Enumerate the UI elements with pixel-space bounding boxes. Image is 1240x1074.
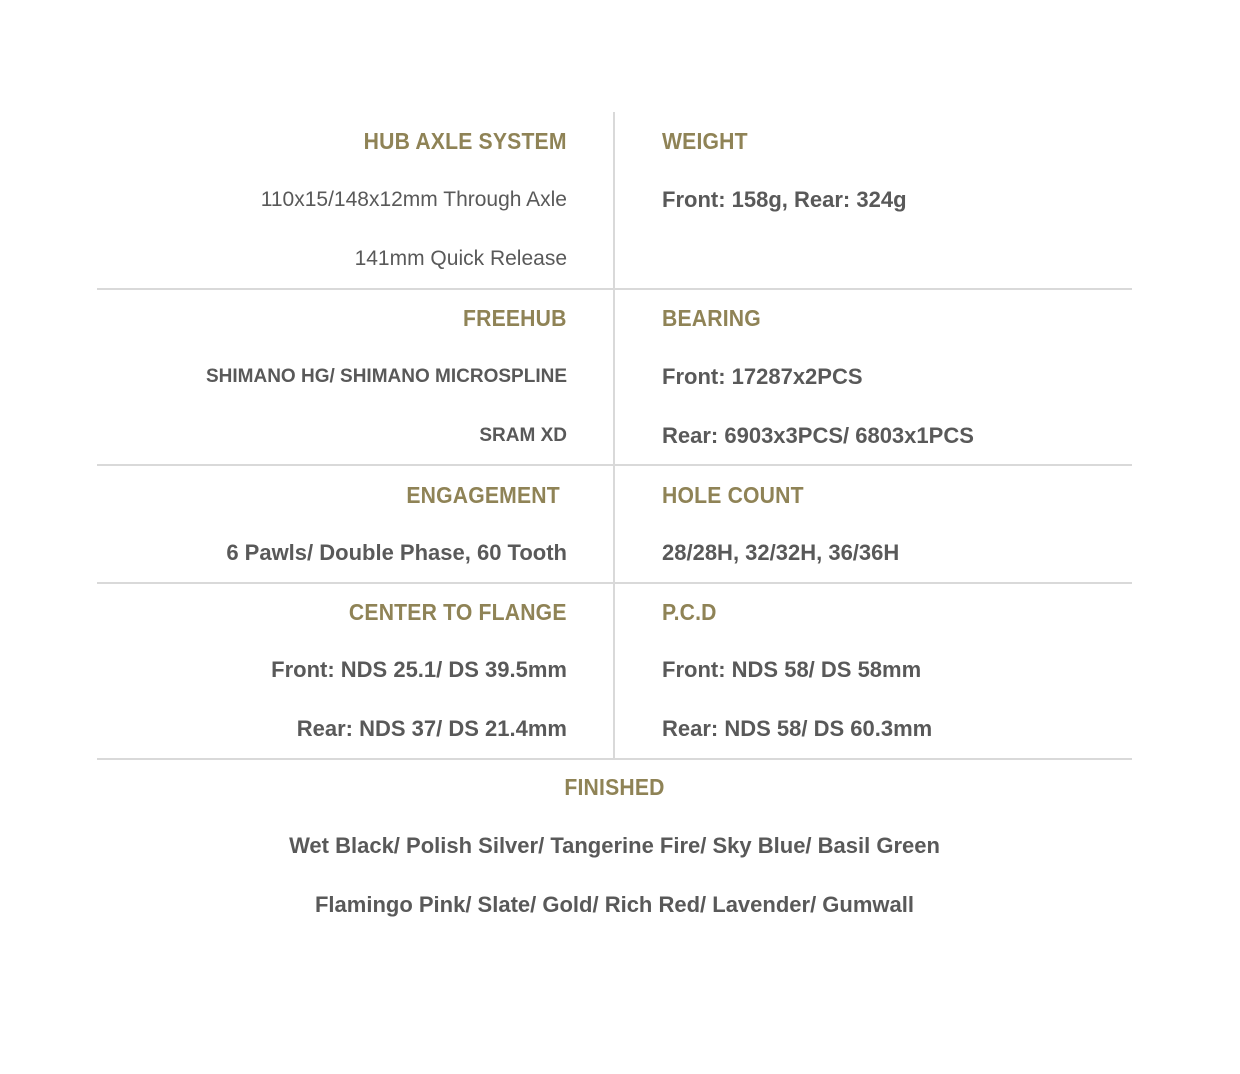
hole-count-value: 28/28H, 32/32H, 36/36H bbox=[662, 540, 900, 565]
column-divider bbox=[613, 112, 615, 759]
freehub-heading: FREEHUB bbox=[463, 305, 567, 331]
row-divider bbox=[97, 288, 1132, 290]
pcd-heading: P.C.D bbox=[662, 599, 717, 625]
hole-count-heading: HOLE COUNT bbox=[662, 482, 804, 508]
row-divider bbox=[97, 758, 1132, 760]
row-divider bbox=[97, 464, 1132, 466]
hub-axle-system-heading: HUB AXLE SYSTEM bbox=[363, 128, 567, 154]
engagement-heading: ENGAGEMENT bbox=[406, 482, 560, 508]
pcd-value-1: Front: NDS 58/ DS 58mm bbox=[662, 657, 922, 682]
bearing-value-1: Front: 17287x2PCS bbox=[662, 364, 863, 389]
bearing-heading: BEARING bbox=[662, 305, 761, 331]
spec-sheet bbox=[97, 112, 1132, 930]
weight-value: Front: 158g, Rear: 324g bbox=[662, 187, 907, 212]
pcd-value-2: Rear: NDS 58/ DS 60.3mm bbox=[662, 716, 933, 741]
center-to-flange-heading: CENTER TO FLANGE bbox=[349, 599, 567, 625]
bearing-value-2: Rear: 6903x3PCS/ 6803x1PCS bbox=[662, 423, 974, 448]
engagement-value: 6 Pawls/ Double Phase, 60 Tooth bbox=[226, 540, 567, 565]
hub-axle-system-value-2: 141mm Quick Release bbox=[354, 247, 567, 270]
hub-axle-system-value-1: 110x15/148x12mm Through Axle bbox=[260, 188, 567, 211]
freehub-value-2: SRAM XD bbox=[479, 425, 567, 446]
row-divider bbox=[97, 582, 1132, 584]
center-to-flange-value-2: Rear: NDS 37/ DS 21.4mm bbox=[296, 716, 567, 741]
finished-value-2: Flamingo Pink/ Slate/ Gold/ Rich Red/ Lavender/ Gumwall bbox=[314, 892, 914, 917]
finished-value-1: Wet Black/ Polish Silver/ Tangerine Fire/ Sky Blue/ Basil Green bbox=[289, 833, 940, 858]
center-to-flange-value-1: Front: NDS 25.1/ DS 39.5mm bbox=[271, 657, 567, 682]
freehub-value-1: SHIMANO HG/ SHIMANO MICROSPLINE bbox=[205, 366, 567, 387]
weight-heading: WEIGHT bbox=[662, 128, 748, 154]
finished-heading: FINISHED bbox=[564, 774, 665, 800]
